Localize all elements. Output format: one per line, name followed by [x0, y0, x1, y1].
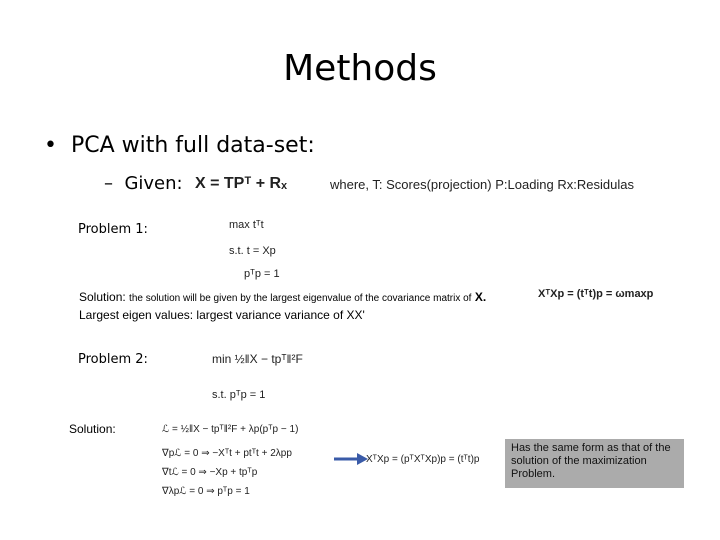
- given-row: [104, 173, 183, 194]
- solution2-grad-lambda: ∇λpℒ = 0 ⇒ pᵀp = 1: [162, 486, 250, 497]
- solution2-grad-t: ∇tℒ = 0 ⇒ −Xp + tpᵀp: [162, 467, 258, 478]
- bullet-text: PCA with full data-set:: [70, 133, 315, 158]
- given-where: where, T: Scores(projection) P:Loading Rx:Residulas: [330, 177, 634, 192]
- problem2-constraint: s.t. pᵀp = 1: [212, 389, 266, 401]
- solution2-grad-p: ∇pℒ = 0 ⇒ −Xᵀt + ptᵀt + 2λpp: [162, 448, 292, 459]
- bullet-pca: • PCA with full data-set:: [44, 133, 315, 158]
- solution1-text: the solution will be given by the largest eigenvalue of the covariance matrix of: [129, 293, 472, 304]
- problem1-constraint1: s.t. t = Xp: [229, 245, 276, 257]
- problem2-label: Problem 2:: [78, 352, 148, 367]
- problem1-constraint2: pᵀp = 1: [244, 268, 280, 280]
- solution2-lagrangian: ℒ = ½‖X − tpᵀ‖²F + λp(pᵀp − 1): [162, 424, 299, 435]
- given-equation: X = TPᵀ + Rₓ: [195, 175, 287, 192]
- solution1-x: X.: [474, 290, 487, 304]
- solution2-result: XᵀXp = (pᵀXᵀXp)p = (tᵀt)p: [366, 454, 480, 465]
- solution1-label: Solution:: [79, 290, 126, 304]
- solution2-label: Solution:: [69, 422, 116, 436]
- problem2-objective: min ½‖X − tpᵀ‖²F: [212, 352, 303, 366]
- problem1-label: Problem 1:: [78, 222, 148, 237]
- solution1-largest: Largest eigen values: largest variance variance of XX': [79, 308, 365, 322]
- annotation-box: Has the same form as that of the solution of the maximization Problem.: [505, 439, 684, 488]
- solution1-equation: XᵀXp = (tᵀt)p = ωmaxp: [538, 288, 654, 300]
- right-arrow-icon: [333, 452, 369, 466]
- slide-title: Methods: [283, 48, 437, 89]
- given-label: Given:: [124, 173, 183, 194]
- dash-marker: –: [104, 173, 113, 194]
- solution1-line: [79, 290, 486, 304]
- problem1-objective: max tᵀt: [229, 219, 264, 231]
